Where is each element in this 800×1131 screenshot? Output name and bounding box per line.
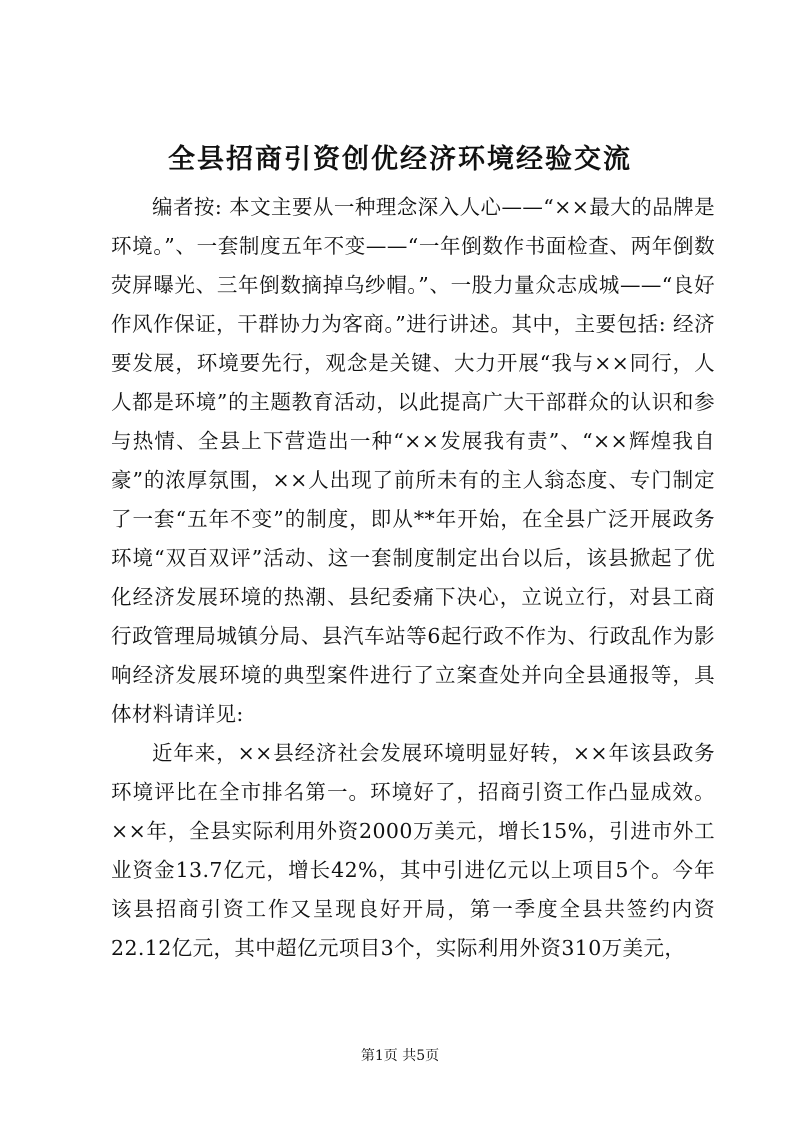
page-number-footer: 第1页 共5页: [360, 1048, 440, 1064]
editor-note-paragraph: 编者按: 本文主要从一种理念深入人心——“××最大的品牌是环境。”、一套制度五年不变——“一年倒数作书面检查、两年倒数荧屏曝光、三年倒数摘掉乌纱帽。”、一股力量众志成城——“良好作风作保证，干群协力为客商。”进行讲述。其中，主要包括: 经济要发展，环境要先行，观念是关键、大力开展“我与××同行，人人都是环境”的主题教育活动，以此提高广大干部群众的认识和参与热情、全县上下营造出一种“××发展我有责”、“××辉煌我自豪”的浓厚氛围，××人出现了前所未有的主人翁态度、专门制定了一套“五年不变”的制度，即从**年开始，在全县广泛开展政务环境“双百双评”活动、这一套制度制定出台以后，该县掀起了优化经济发展环境的热潮、县纪委痛下决心，立说立行，对县工商行政管理局城镇分局、县汽车站等6起行政不作为、行政乱作为影响经济发展环境的典型案件进行了立案查处并向全县通报等，具体材料请详见:: [111, 195, 715, 726]
document-body: [111, 188, 715, 968]
document-title: 全县招商引资创优经济环境经验交流: [168, 144, 632, 175]
body-paragraph: 近年来，××县经济社会发展环境明显好转，××年该县政务环境评比在全市排名第一。环境好了，招商引资工作凸显成效。××年，全县实际利用外资2000万美元，增长15%，引进市外工业资金13.7亿元，增长42%，其中引进亿元以上项目5个。今年该县招商引资工作又呈现良好开局，第一季度全县共签约内资22.12亿元，其中超亿元项目3个，实际利用外资310万美元，: [111, 741, 715, 960]
